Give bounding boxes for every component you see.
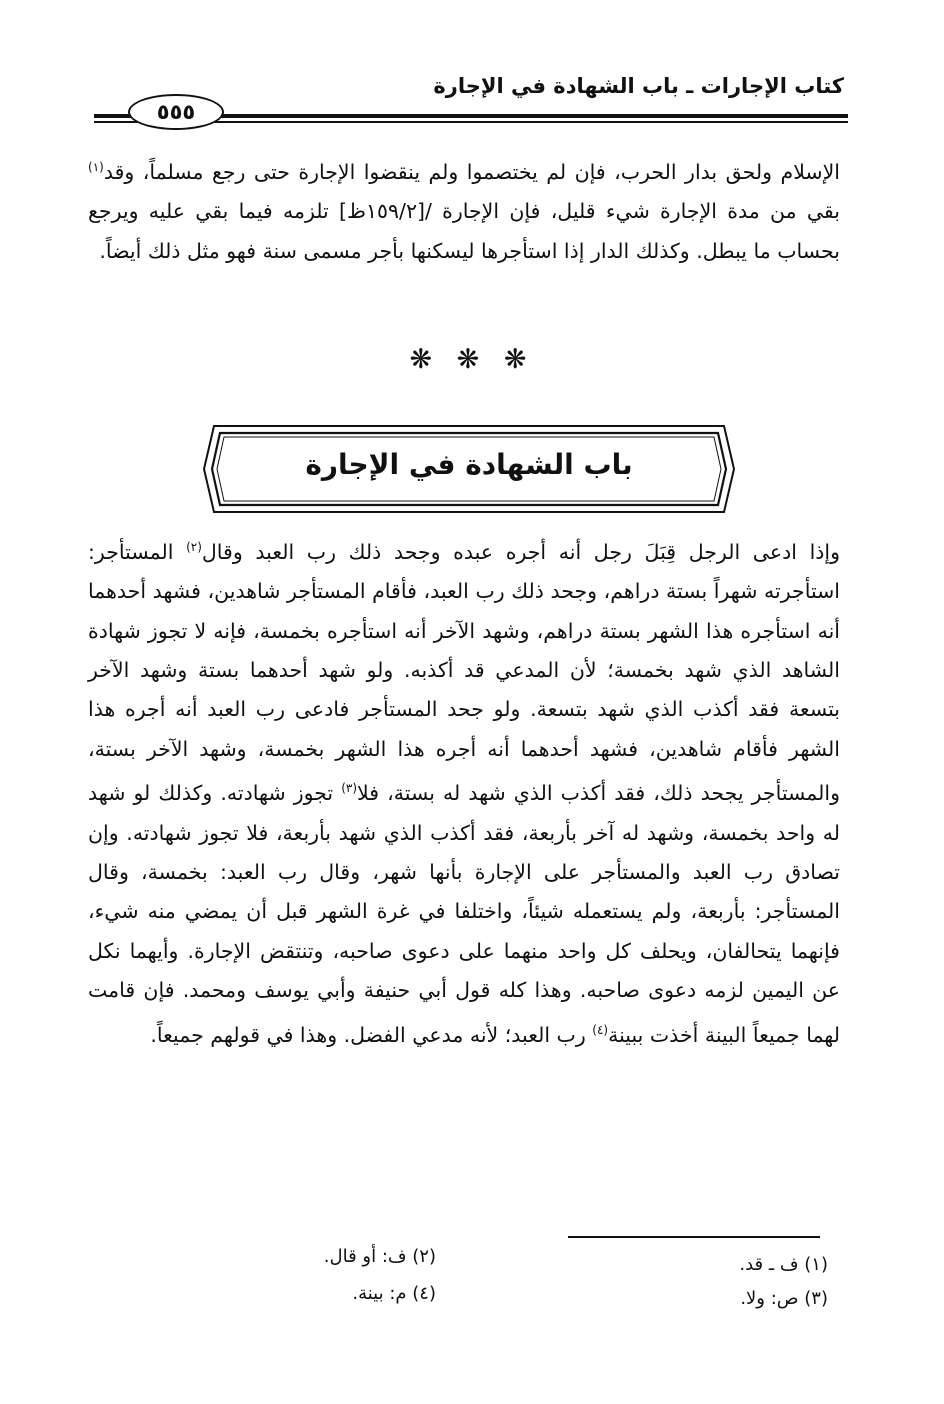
page-number: ٥٥٥ bbox=[128, 94, 224, 130]
footnote-ref-2: (٢) bbox=[186, 540, 202, 554]
footnote-1: (١) ف ـ قد. bbox=[739, 1254, 828, 1275]
footnote-3: (٣) ص: ولا. bbox=[740, 1288, 828, 1309]
section-separator: ❋ ❋ ❋ bbox=[409, 344, 535, 375]
intro-text-2: بقي من مدة الإجارة شيء قليل، فإن الإجارة /[١٥٩/٢ظ] تلزمه فيما بقي عليه ويرجع بحساب ما يبطل. وكذلك الدار إذا استأجرها ليسكنها بأجر مسمى سنة فهو مثل ذلك أيضاً. bbox=[88, 199, 840, 263]
footnote-ref-3: (٣) bbox=[341, 781, 358, 796]
running-head-title: كتاب الإجارات ـ باب الشهادة في الإجارة bbox=[433, 74, 844, 98]
footnote-divider bbox=[568, 1236, 820, 1238]
footnote-4: (٤) م: بينة. bbox=[352, 1283, 436, 1304]
footnote-2: (٢) ف: أو قال. bbox=[323, 1246, 436, 1267]
intro-text-1: الإسلام ولحق بدار الحرب، فإن لم يختصموا ولم ينقضوا الإجارة حتى رجع مسلماً، وقد bbox=[103, 159, 840, 184]
intro-paragraph bbox=[88, 148, 840, 271]
chapter-title: باب الشهادة في الإجارة bbox=[305, 448, 633, 481]
footnote-ref-4: (٤) bbox=[592, 1022, 609, 1037]
main-text-2: المستأجر: استأجرته شهراً بستة دراهم، وجحد ذلك رب العبد، فأقام المستأجر شاهدين، فشهد أحدهما أنه استأجره هذا الشهر بستة دراهم، وشهد الآخر أنه استأجره بخمسة، فإنه لا تجوز شهادة الشاهد الذي شهد بخمسة؛ لأن المدعي قد أكذبه. ولو شهد أحدهما بستة وشهد الآخر بتسعة فقد أكذب الذي شهد بتسعة. ولو جحد المستأجر فادعى رب العبد أنه أجره هذا الشهر فأقام شاهدين، فشهد أحدهما أنه أجره هذا الشهر بخمسة، وشهد الآخر بستة، والمستأجر يجحد ذلك، فقد أكذب الذي شهد له بستة، فلا bbox=[88, 539, 840, 806]
chapter-title-frame bbox=[202, 424, 736, 514]
main-text-3: تجوز شهادته. وكذلك لو شهد له واحد بخمسة، وشهد له آخر بأربعة، فقد أكذب الذي شهد بأربعة، فلا تجوز شهادته. وإن تصادق رب العبد والمستأجر على الإجارة بأنها شهر، وقال رب العبد: بخمسة، وقال المستأجر: بأربعة، ولم يستعمله شيئاً، واختلفا في غرة الشهر قبل أن يمضي منه شيء، فإنهما يتحالفان، ويحلف كل واحد منهما على دعوى صاحبه، وتنتقض الإجارة. وأيهما نكل عن اليمين لزمه دعوى صاحبه. وهذا كله قول أبي حنيفة وأبي يوسف ومحمد. فإن قامت لهما جميعاً البينة أخذت ببينة bbox=[88, 781, 840, 1047]
footnote-ref-1: (١) bbox=[88, 160, 104, 174]
main-text-1: وإذا ادعى الرجل قِبَلَ رجل أنه أجره عبده وجحد ذلك رب العبد وقال bbox=[201, 539, 841, 564]
main-paragraph bbox=[88, 528, 840, 1055]
main-text-4: رب العبد؛ لأنه مدعي الفضل. وهذا في قولهم جميعاً. bbox=[150, 1022, 593, 1047]
